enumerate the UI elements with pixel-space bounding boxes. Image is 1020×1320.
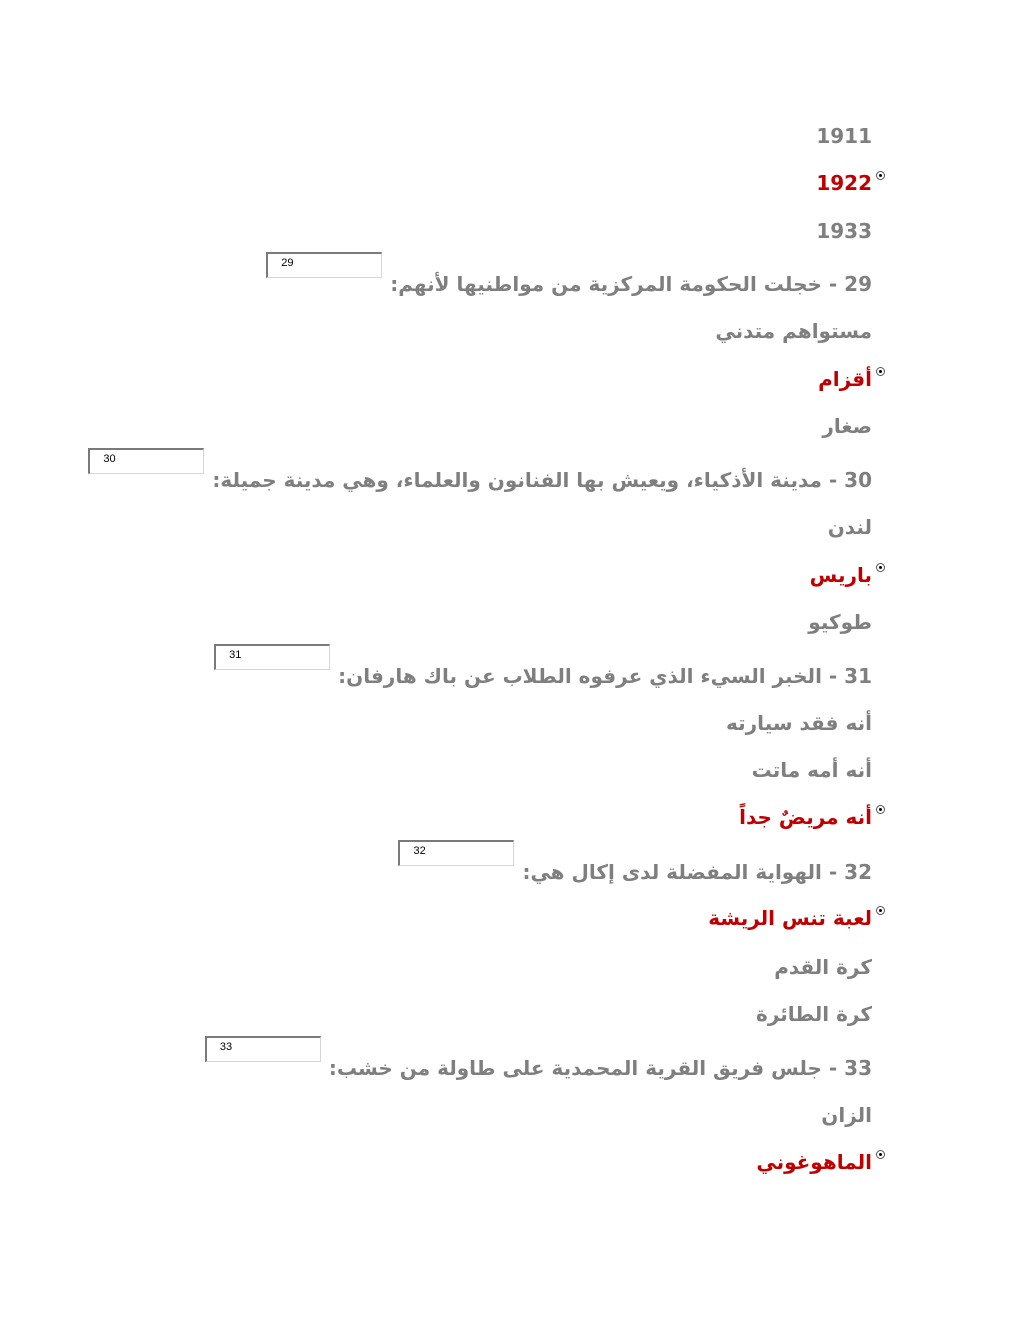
option-label: لعبة تنس الريشة [708,906,872,930]
question-32 [398,845,872,884]
radio-selected-icon[interactable] [876,171,885,180]
option-label: طوكيو [808,610,872,634]
radio-selected-icon[interactable] [876,906,885,915]
option-label: أقزام [818,367,872,391]
option-31-1 [726,711,872,735]
option-30-3 [808,610,872,634]
option-30-1 [828,515,872,539]
option-29-2-selected[interactable] [818,367,872,391]
answer-box[interactable]: 29 [266,252,382,278]
answer-box[interactable]: 32 [398,840,514,866]
option-label: 1911 [816,124,872,148]
question-31 [214,649,872,688]
option-label: صغار [822,414,872,438]
option-label: لندن [827,515,872,539]
option-label: الماهوغوني [756,1150,872,1174]
question-33 [205,1041,872,1080]
option-label: 1922 [816,171,872,195]
option-label: أنه فقد سيارته [726,711,872,735]
option-29-1 [715,319,872,343]
option-32-1-selected[interactable] [708,906,872,930]
radio-selected-icon[interactable] [876,367,885,376]
radio-selected-icon[interactable] [876,805,885,814]
option-label: مستواهم متدني [715,319,872,343]
option-prev-1 [816,124,872,148]
answer-box[interactable]: 30 [88,448,204,474]
question-text: 29 - خجلت الحكومة المركزية من مواطنيها لأنهم: [390,272,872,296]
option-prev-2-selected[interactable] [816,171,872,195]
radio-selected-icon[interactable] [876,563,885,572]
option-label: 1933 [816,219,872,243]
option-33-2-selected[interactable] [756,1150,872,1174]
question-text: 32 - الهواية المفضلة لدى إكال هي: [522,860,872,884]
option-label: باريس [809,563,872,587]
option-label: أنه أمه ماتت [751,758,872,782]
option-label: كرة القدم [774,955,872,979]
radio-selected-icon[interactable] [876,1150,885,1159]
option-29-3 [822,414,872,438]
option-label: أنه مريضٌ جداً [739,805,872,829]
question-text: 31 - الخبر السيء الذي عرفوه الطلاب عن باك هارفان: [338,664,872,688]
option-30-2-selected[interactable] [810,563,872,587]
question-text: 33 - جلس فريق القرية المحمدية على طاولة من خشب: [328,1056,872,1080]
option-33-1 [821,1103,872,1127]
answer-box[interactable]: 33 [205,1036,321,1062]
question-30 [88,453,872,492]
option-32-2 [774,955,872,979]
question-29 [266,257,872,296]
option-32-3 [756,1002,872,1026]
option-prev-3 [816,219,872,243]
option-label: الزان [821,1103,872,1127]
question-text: 30 - مدينة الأذكياء، ويعيش بها الفنانون والعلماء، وهي مدينة جميلة: [212,468,872,492]
option-31-3-selected[interactable] [739,805,872,829]
answer-box[interactable]: 31 [214,644,330,670]
option-label: كرة الطائرة [756,1002,872,1026]
option-31-2 [752,758,872,782]
